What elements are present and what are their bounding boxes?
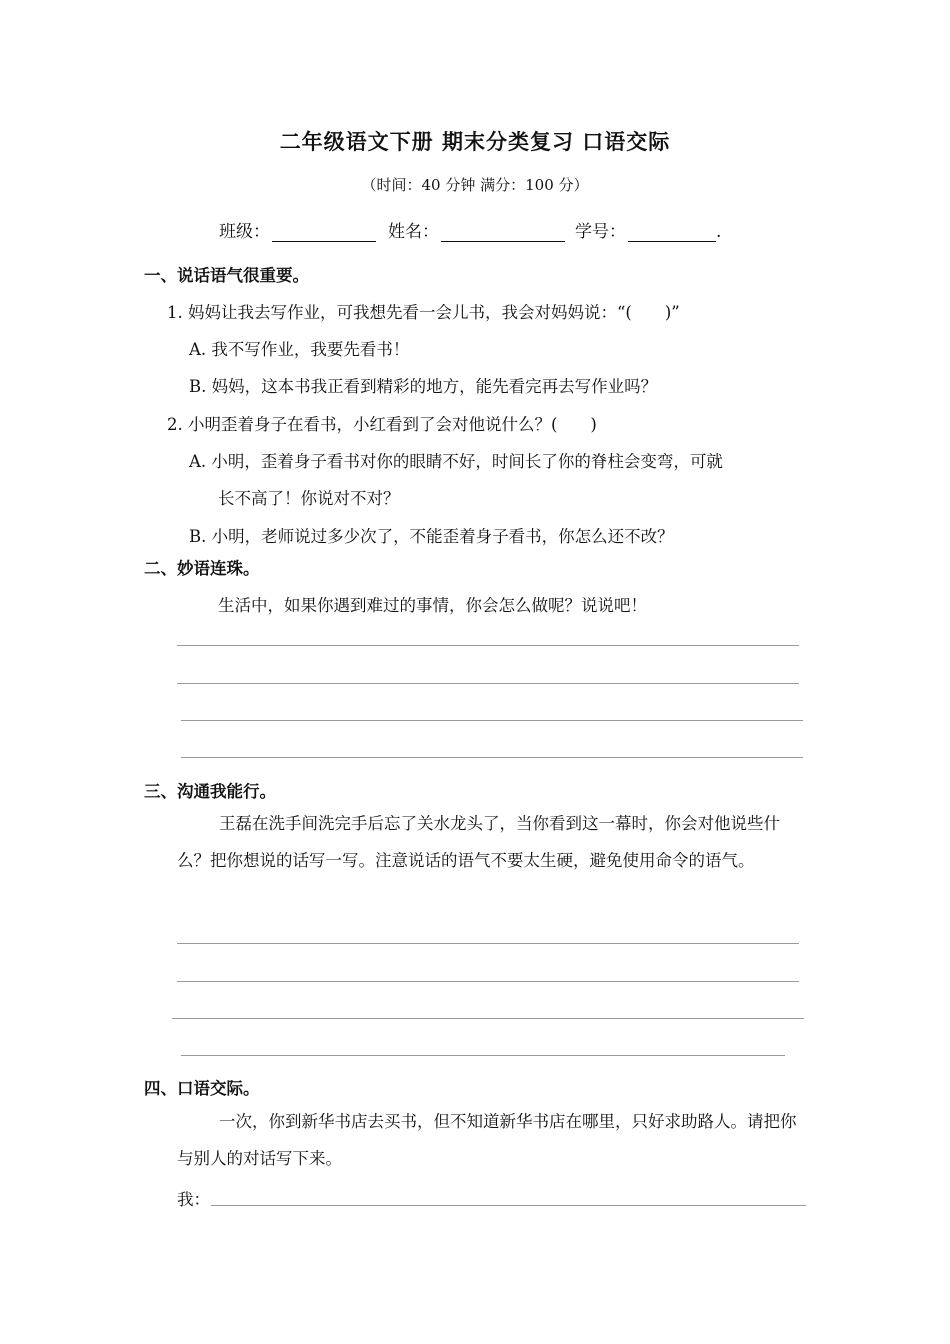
question-2-option-a: A. 小明，歪着身子看书对你的眼睛不好，时间长了你的脊柱会变弯，可就 — [189, 452, 723, 471]
section-4-heading: 四、口语交际。 — [144, 1079, 260, 1098]
end-mark: . — [716, 222, 722, 242]
answer-line[interactable] — [177, 981, 799, 982]
id-label: 学号： — [575, 222, 626, 242]
answer-line[interactable] — [181, 720, 803, 721]
student-info-row — [219, 217, 721, 242]
question-1: 1. 妈妈让我去写作业，可我想先看一会儿书，我会对妈妈说：“( )” — [167, 303, 680, 322]
question-2-option-a-continued: 长不高了！你说对不对？ — [218, 489, 400, 508]
section-2-heading: 二、妙语连珠。 — [144, 559, 260, 578]
answer-line[interactable] — [181, 1055, 785, 1056]
section-1-heading: 一、说话语气很重要。 — [144, 266, 309, 285]
section-2-prompt: 生活中，如果你遇到难过的事情，你会怎么做呢？说说吧！ — [218, 596, 647, 615]
class-label: 班级： — [219, 222, 270, 242]
answer-line[interactable] — [177, 645, 799, 646]
class-blank[interactable] — [272, 223, 376, 242]
name-label: 姓名： — [388, 222, 439, 242]
answer-line[interactable] — [181, 757, 803, 758]
answer-line[interactable] — [177, 683, 799, 684]
question-2-option-b: B. 小明，老师说过多少次了，不能歪着身子看书，你怎么还不改？ — [189, 527, 674, 546]
section-3-heading: 三、沟通我能行。 — [144, 782, 276, 801]
id-blank[interactable] — [628, 223, 716, 242]
question-1-option-b: B. 妈妈，这本书我正看到精彩的地方，能先看完再去写作业吗？ — [189, 377, 658, 396]
question-2: 2. 小明歪着身子在看书，小红看到了会对他说什么？( ) — [167, 415, 597, 434]
dialogue-me-label: 我： — [177, 1190, 210, 1209]
answer-line[interactable] — [211, 1205, 806, 1206]
name-blank[interactable] — [441, 223, 565, 242]
page-title: 二年级语文下册 期末分类复习 口语交际 — [279, 129, 671, 154]
answer-line[interactable] — [177, 943, 799, 944]
answer-line[interactable] — [172, 1018, 804, 1019]
question-1-option-a: A. 我不写作业，我要先看书！ — [189, 340, 410, 359]
exam-info: （时间：40 分钟 满分：100 分） — [361, 176, 589, 194]
section-4-prompt: 一次，你到新华书店去买书，但不知道新华书店在哪里，只好求助路人。请把你与别人的对话写下来。 — [177, 1112, 797, 1168]
section-3-prompt: 王磊在洗手间洗完手后忘了关水龙头了，当你看到这一幕时，你会对他说些什么？把你想说的话写一写。注意说话的语气不要太生硬，避免使用命令的语气。 — [177, 814, 780, 870]
